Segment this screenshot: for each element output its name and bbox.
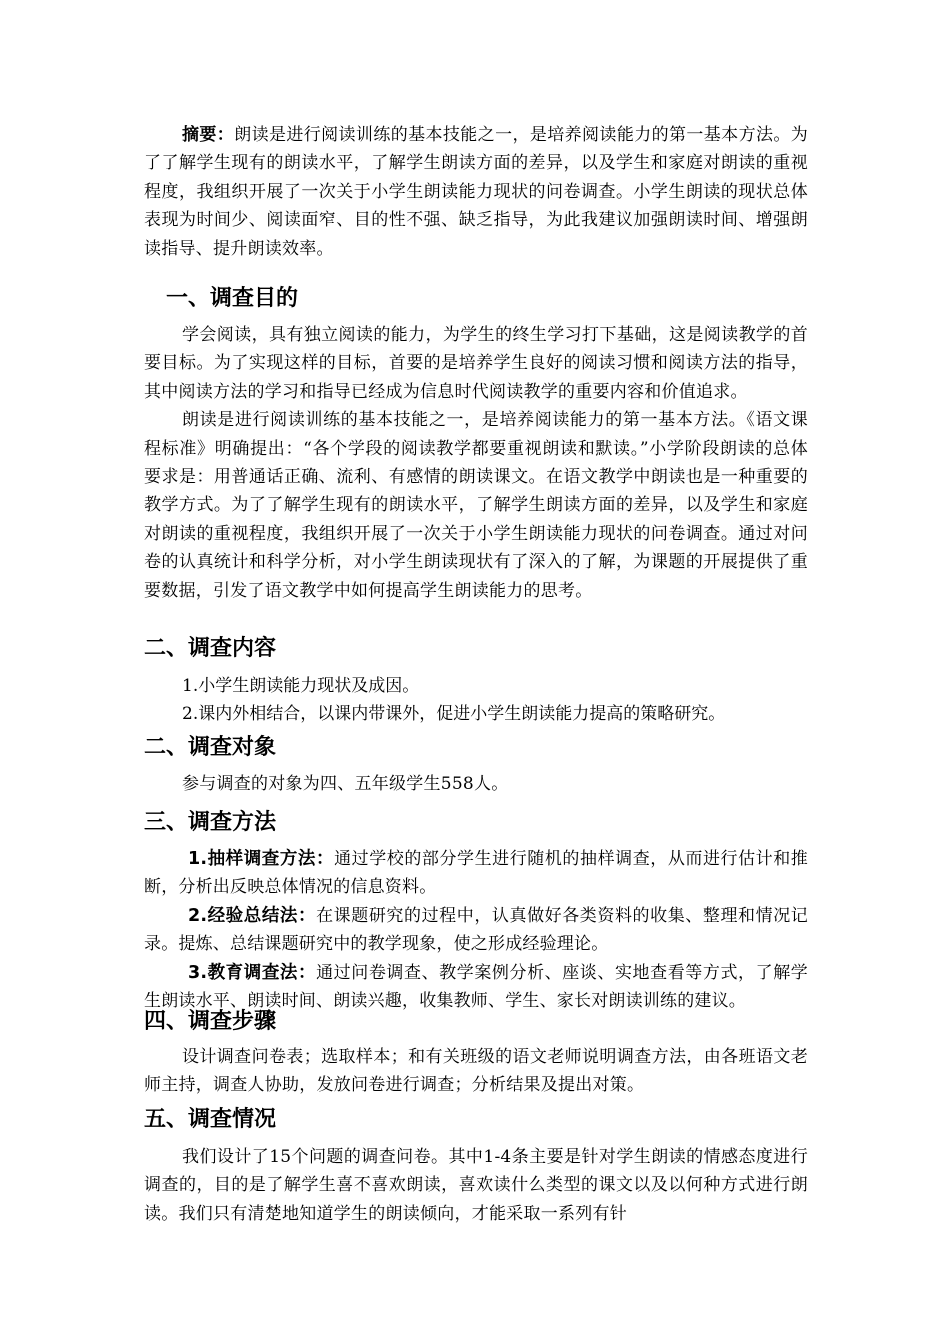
list-item: 1.小学生朗读能力现状及成因。 <box>182 676 420 696</box>
section-situation-body <box>144 1143 808 1228</box>
paragraph: 我们设计了15个问题的调查问卷。其中1-4条主要是针对学生朗读的情感态度进行调查的，目的是了解学生喜不喜欢朗读，喜欢读什么类型的课文以及以何种方式进行朗读。我们只有清楚地知道学生的朗读倾向，才能采取一系列有针 <box>144 1147 808 1224</box>
abstract-paragraph <box>144 121 808 263</box>
section-heading-purpose: 一、调查目的 <box>166 286 299 311</box>
paragraph: 学会阅读，具有独立阅读的能力，为学生的终生学习打下基础，这是阅读教学的首要目标。为了实现这样的目标，首要的是培养学生良好的阅读习惯和阅读方法的指导，其中阅读方法的学习和指导已经成为信息时代阅读教学的重要内容和价值追求。 <box>144 325 808 402</box>
method-text: 通过学校的部分学生进行随机的抽样调查，从而进行估计和推断，分析出反映总体情况的信息资料。 <box>144 849 808 898</box>
method-text: 在课题研究的过程中，认真做好各类资料的收集、整理和情况记录。提炼、总结课题研究中的教学现象，使之形成经验理论。 <box>144 905 808 955</box>
list-item: 2.课内外相结合，以课内带课外，促进小学生朗读能力提高的策略研究。 <box>182 704 726 725</box>
section-heading-situation: 五、调查情况 <box>144 1107 277 1132</box>
section-subjects-body <box>144 770 808 798</box>
section-methods-body <box>144 845 808 1015</box>
section-subjects <box>144 733 808 763</box>
paragraph: 参与调查的对象为四、五年级学生558人。 <box>182 774 509 794</box>
section-situation <box>144 1105 808 1135</box>
section-methods <box>144 808 808 838</box>
section-heading-steps: 四、调查步骤 <box>144 1009 277 1034</box>
section-content <box>144 634 808 664</box>
section-heading-subjects: 二、调查对象 <box>144 735 277 760</box>
method-item <box>144 902 808 959</box>
abstract <box>144 121 808 263</box>
method-label: 2.经验总结法： <box>188 905 317 926</box>
section-steps-body <box>144 1043 808 1100</box>
method-label: 1.抽样调查方法： <box>188 849 335 869</box>
section-heading-methods: 三、调查方法 <box>144 810 277 835</box>
section-purpose-body <box>144 321 808 605</box>
section-purpose-heading-wrap <box>166 284 808 314</box>
abstract-text: 朗读是进行阅读训练的基本技能之一，是培养阅读能力的第一基本方法。为了了解学生现有的朗读水平，了解学生朗读方面的差异，以及学生和家庭对朗读的重视程度，我组织开展了一次关于小学生朗读能力现状的问卷调查。小学生朗读的现状总体表现为时间少、阅读面窄、目的性不强、缺乏指导，为此我建议加强朗读时间、增强朗读指导、提升朗读效率。 <box>144 125 809 259</box>
abstract-label: 摘要： <box>182 125 235 145</box>
method-label: 3.教育调查法： <box>188 962 317 983</box>
section-steps <box>144 1007 808 1037</box>
method-item <box>144 845 808 902</box>
paragraph: 设计调查问卷表；选取样本；和有关班级的语文老师说明调查方法，由各班语文老师主持，调查人协助，发放问卷进行调查；分析结果及提出对策。 <box>144 1047 808 1096</box>
section-content-list <box>144 672 808 729</box>
section-heading-content: 二、调查内容 <box>144 636 277 661</box>
paragraph: 朗读是进行阅读训练的基本技能之一，是培养阅读能力的第一基本方法。《语文课程标准》明确提出：“各个学段的阅读教学都要重视朗读和默读。”小学阶段朗读的总体要求是：用普通话正确、流利、有感情的朗读课文。在语文教学中朗读也是一种重要的教学方式。为了了解学生现有的朗读水平，了解学生朗读方面的差异，以及学生和家庭对朗读的重视程度，我组织开展了一次关于小学生朗读能力现状的问卷调查。通过对问卷的认真统计和科学分析，对小学生朗读现状有了深入的了解，为课题的开展提供了重要数据，引发了语文教学中如何提高学生朗读能力的思考。 <box>144 410 808 601</box>
method-text: 通过问卷调查、教学案例分析、座谈、实地查看等方式，了解学生朗读水平、朗读时间、朗读兴趣，收集教师、学生、家长对朗读训练的建议。 <box>144 962 808 1012</box>
